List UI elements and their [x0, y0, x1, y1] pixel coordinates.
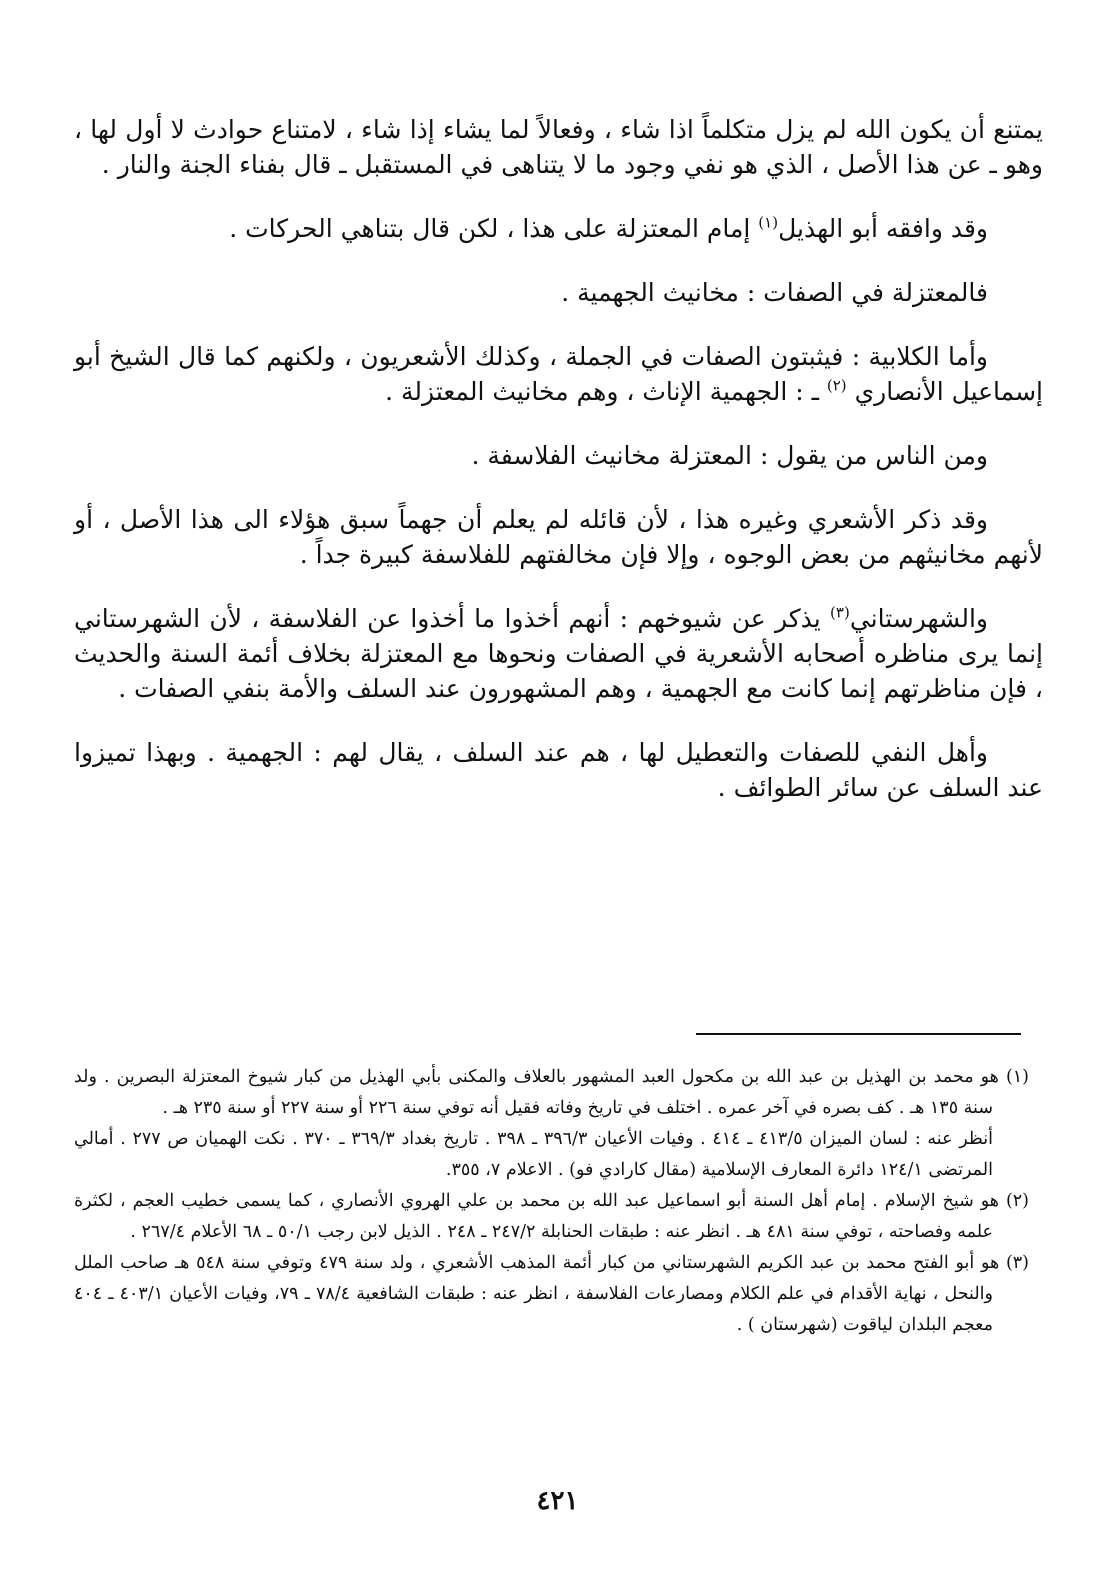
paragraph-text: إمام المعتزلة على هذا ، لكن قال بتناهي الحركات . — [229, 214, 759, 243]
footnotes — [74, 1062, 1029, 1341]
paragraph: وقد ذكر الأشعري وغيره هذا ، لأن قائله لم يعلم أن جهماً سبق هؤلاء الى هذا الأصل ، أو لأنهم مخانيثهم من بعض الوجوه ، وإلا فإن مخالفتهم للفلاسفة كبيرة جداً . — [74, 505, 1043, 569]
paragraph-text: ـ : الجهمية الإناث ، وهم مخانيث المعتزلة . — [385, 377, 827, 406]
footnote — [74, 1248, 1029, 1341]
paragraph — [74, 211, 1043, 246]
footnote — [74, 1062, 1029, 1124]
footnote-text: هو أبو الفتح محمد بن عبد الكريم الشهرستاني من كبار أئمة المذهب الأشعري ، ولد سنة ٤٧٩ وتوفي سنة ٥٤٨ هـ صاحب الملل والنحل ، نهاية الأقدام في علم الكلام ومصارعات الفلاسفة ، انظر عنه : طبقات الشافعية ٧٨/٤ ـ ٧٩، وفيات الأعيان ٤٠٣/١ ـ ٤٠٤ معجم البلدان لياقوت (شهرستان ) . — [74, 1253, 1000, 1335]
footnote-divider — [696, 1033, 1021, 1035]
paragraph — [74, 601, 1043, 706]
paragraph-text: والشهرستاني — [849, 604, 988, 633]
page-number: ٤٢١ — [536, 1486, 579, 1516]
paragraph: فالمعتزلة في الصفات : مخانيث الجهمية . — [561, 278, 988, 307]
footnote-ref: (٣) — [830, 603, 850, 622]
footnote-continuation: أنظر عنه : لسان الميزان ٤١٣/٥ ـ ٤١٤ . وفيات الأعيان ٣٩٦/٣ ـ ٣٩٨ . تاريخ بغداد ٣٦٩/٣ ـ ٣٧٠ . نكت الهميان ص ٢٧٧ . أمالي المرتضى ١٢٤/١ دائرة المعارف الإسلامية (مقال كارادي فو) . الاعلام ٧، ٣٥٥. — [74, 1129, 993, 1180]
paragraph — [74, 339, 1043, 409]
footnote-ref: (٢) — [826, 376, 847, 395]
paragraph-text: وأما الكلابية : فيثبتون الصفات في الجملة ، وكذلك الأشعريون ، ولكنهم كما قال الشيخ أبو إسماعيل الأنصاري — [74, 342, 1043, 406]
paragraph-text: يذكر عن شيوخهم : أنهم أخذوا ما أخذوا عن الفلاسفة ، لأن الشهرستاني إنما يرى مناظره أصحابه الأشعرية في الصفات ونحوها مع المعتزلة بخلاف أئمة السنة والحديث ، فإن مناظرتهم إنما كانت مع الجهمية ، وهم المشهورون عند السلف والأمة بنفي الصفات . — [74, 604, 1043, 703]
paragraph: وأهل النفي للصفات والتعطيل لها ، هم عند السلف ، يقال لهم : الجهمية . وبهذا تميزوا عند السلف عن سائر الطوائف . — [74, 738, 1043, 802]
footnote — [74, 1186, 1029, 1248]
footnote-number: (٣) — [1005, 1253, 1029, 1273]
paragraph: ومن الناس من يقول : المعتزلة مخانيث الفلاسفة . — [471, 441, 988, 470]
paragraph-text: وقد وافقه أبو الهذيل — [778, 214, 988, 243]
main-text — [74, 112, 1043, 834]
footnote-ref: (١) — [758, 213, 779, 232]
footnote-text: هو محمد بن الهذيل بن عبد الله بن مكحول العبد المشهور بالعلاف والمكنى بأبي الهذيل من كبار شيوخ المعتزلة البصرين . ولد سنة ١٣٥ هـ . كف بصره في آخر عمره . اختلف في تاريخ وفاته فقيل أنه توفي سنة ٢٢٦ أو سنة ٢٢٧ أو سنة ٢٣٥ هـ . — [74, 1067, 999, 1118]
footnote-number: (١) — [1005, 1067, 1029, 1087]
footnote-number: (٢) — [1005, 1191, 1029, 1211]
footnote-text: هو شيخ الإسلام . إمام أهل السنة أبو اسماعيل عبد الله بن محمد بن علي الهروي الأنصاري ، كما يسمى خطيب العجم ، لكثرة علمه وفصاحته ، توفي سنة ٤٨١ هـ . انظر عنه : طبقات الحنابلة ٢٤٧/٢ ـ ٢٤٨ . الذيل لابن رجب ٥٠/١ ـ ٦٨ الأعلام ٢٦٧/٤ . — [74, 1191, 999, 1242]
paragraph: يمتنع أن يكون الله لم يزل متكلماً اذا شاء ، وفعالاً لما يشاء إذا شاء ، لامتناع حوادث لا أول لها ، وهو ـ عن هذا الأصل ، الذي هو نفي وجود ما لا يتناهى في المستقبل ـ قال بفناء الجنة والنار . — [74, 115, 1043, 179]
